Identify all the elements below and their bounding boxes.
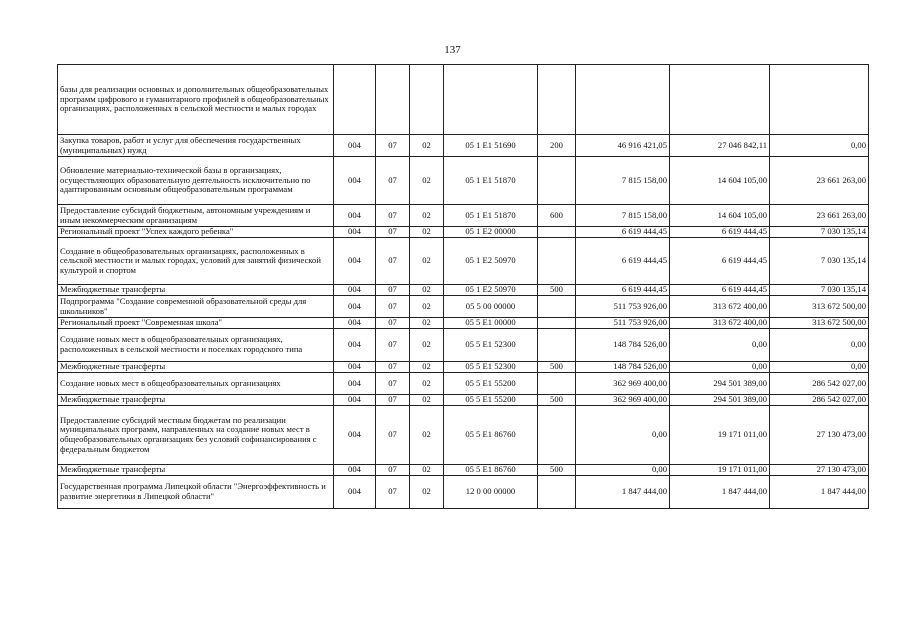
amount-year-1: 46 916 421,05	[576, 135, 670, 157]
target-article: 05 5 E1 52300	[444, 362, 538, 373]
table-row	[58, 135, 869, 157]
expense-type	[538, 476, 576, 509]
subsection-code: 02	[410, 465, 444, 476]
target-article: 05 5 00 00000	[444, 296, 538, 318]
amount-year-3: 0,00	[770, 362, 869, 373]
subsection-code: 02	[410, 318, 444, 329]
amount-year-1: 511 753 926,00	[576, 318, 670, 329]
ministry-code: 004	[334, 227, 376, 238]
target-article	[444, 65, 538, 135]
amount-year-3: 286 542 027,00	[770, 395, 869, 406]
subsection-code: 02	[410, 227, 444, 238]
row-name: Региональный проект "Современная школа"	[58, 318, 334, 329]
row-name: Государственная программа Липецкой области "Энергоэффективность и развитие энергетики в Липецкой области"	[58, 476, 334, 509]
amount-year-3: 27 130 473,00	[770, 406, 869, 465]
section-code: 07	[376, 373, 410, 395]
ministry-code: 004	[334, 373, 376, 395]
section-code	[376, 65, 410, 135]
table-row	[58, 476, 869, 509]
subsection-code: 02	[410, 362, 444, 373]
amount-year-2: 0,00	[670, 329, 770, 362]
amount-year-1: 6 619 444,45	[576, 227, 670, 238]
amount-year-2: 313 672 400,00	[670, 296, 770, 318]
budget-table	[57, 64, 869, 509]
row-name: Межбюджетные трансферты	[58, 362, 334, 373]
target-article: 05 1 E2 50970	[444, 238, 538, 285]
row-name: Создание новых мест в общеобразовательных организациях, расположенных в сельской местности и поселках городского типа	[58, 329, 334, 362]
table-row	[58, 227, 869, 238]
subsection-code: 02	[410, 406, 444, 465]
amount-year-3: 313 672 500,00	[770, 318, 869, 329]
subsection-code: 02	[410, 476, 444, 509]
expense-type	[538, 296, 576, 318]
target-article: 05 5 E1 52300	[444, 329, 538, 362]
table-row	[58, 465, 869, 476]
ministry-code: 004	[334, 135, 376, 157]
ministry-code: 004	[334, 318, 376, 329]
section-code: 07	[376, 135, 410, 157]
amount-year-1: 7 815 158,00	[576, 205, 670, 227]
row-name: Предоставление субсидий бюджетным, автономным учреждениям и иным некоммерческим организациям	[58, 205, 334, 227]
target-article: 05 1 E1 51690	[444, 135, 538, 157]
expense-type	[538, 406, 576, 465]
ministry-code: 004	[334, 465, 376, 476]
subsection-code: 02	[410, 157, 444, 205]
section-code: 07	[376, 318, 410, 329]
subsection-code	[410, 65, 444, 135]
table-row	[58, 296, 869, 318]
amount-year-2: 6 619 444,45	[670, 238, 770, 285]
target-article: 05 1 E2 50970	[444, 285, 538, 296]
amount-year-3: 7 030 135,14	[770, 238, 869, 285]
section-code: 07	[376, 205, 410, 227]
amount-year-3: 7 030 135,14	[770, 285, 869, 296]
expense-type	[538, 318, 576, 329]
amount-year-1: 148 784 526,00	[576, 329, 670, 362]
amount-year-2: 14 604 105,00	[670, 157, 770, 205]
amount-year-1	[576, 65, 670, 135]
amount-year-2: 14 604 105,00	[670, 205, 770, 227]
expense-type: 200	[538, 135, 576, 157]
section-code: 07	[376, 465, 410, 476]
row-name: Обновление материально-технической базы в организациях, осуществляющих образовательную деятельность исключительно по адаптированным основным общеобразовательным программам	[58, 157, 334, 205]
ministry-code: 004	[334, 395, 376, 406]
amount-year-1: 6 619 444,45	[576, 238, 670, 285]
subsection-code: 02	[410, 395, 444, 406]
table-row	[58, 373, 869, 395]
amount-year-3: 7 030 135,14	[770, 227, 869, 238]
section-code: 07	[376, 406, 410, 465]
amount-year-2: 313 672 400,00	[670, 318, 770, 329]
ministry-code: 004	[334, 476, 376, 509]
target-article: 05 5 E1 86760	[444, 406, 538, 465]
row-name: Подпрограмма "Создание современной образовательной среды для школьников"	[58, 296, 334, 318]
amount-year-2: 6 619 444,45	[670, 227, 770, 238]
ministry-code: 004	[334, 329, 376, 362]
section-code: 07	[376, 157, 410, 205]
table-row	[58, 329, 869, 362]
target-article: 05 5 E1 00000	[444, 318, 538, 329]
amount-year-1: 362 969 400,00	[576, 373, 670, 395]
ministry-code: 004	[334, 296, 376, 318]
ministry-code: 004	[334, 285, 376, 296]
expense-type: 500	[538, 465, 576, 476]
target-article: 05 1 E1 51870	[444, 205, 538, 227]
row-name: Региональный проект "Успех каждого ребенка"	[58, 227, 334, 238]
subsection-code: 02	[410, 238, 444, 285]
table-row	[58, 406, 869, 465]
ministry-code: 004	[334, 238, 376, 285]
ministry-code: 004	[334, 362, 376, 373]
section-code: 07	[376, 329, 410, 362]
page-number: 137	[444, 44, 461, 56]
target-article: 05 5 E1 55200	[444, 395, 538, 406]
ministry-code	[334, 65, 376, 135]
row-name: Создание новых мест в общеобразовательных организациях	[58, 373, 334, 395]
section-code: 07	[376, 476, 410, 509]
amount-year-1: 0,00	[576, 406, 670, 465]
subsection-code: 02	[410, 205, 444, 227]
table-row	[58, 238, 869, 285]
amount-year-2: 294 501 389,00	[670, 373, 770, 395]
amount-year-2: 6 619 444,45	[670, 285, 770, 296]
row-name: Межбюджетные трансферты	[58, 285, 334, 296]
ministry-code: 004	[334, 406, 376, 465]
amount-year-3	[770, 65, 869, 135]
table-row	[58, 65, 869, 135]
amount-year-1: 362 969 400,00	[576, 395, 670, 406]
row-name: Межбюджетные трансферты	[58, 465, 334, 476]
amount-year-2: 27 046 842,11	[670, 135, 770, 157]
amount-year-3: 23 661 263,00	[770, 157, 869, 205]
expense-type	[538, 65, 576, 135]
table-row	[58, 362, 869, 373]
expense-type: 500	[538, 395, 576, 406]
subsection-code: 02	[410, 285, 444, 296]
target-article: 12 0 00 00000	[444, 476, 538, 509]
target-article: 05 5 E1 86760	[444, 465, 538, 476]
row-name: базы для реализации основных и дополнительных общеобразовательных программ цифрового и гуманитарного профилей в общеобразовательных организациях, расположенных в сельской местности и малых городах	[58, 65, 334, 135]
row-name: Предоставление субсидий местным бюджетам по реализации муниципальных программ, направленных на создание новых мест в общеобразовательных организациях без условий софинансирования с федеральным бюджетом	[58, 406, 334, 465]
amount-year-2: 294 501 389,00	[670, 395, 770, 406]
section-code: 07	[376, 238, 410, 285]
ministry-code: 004	[334, 157, 376, 205]
table-row	[58, 395, 869, 406]
table-row	[58, 157, 869, 205]
ministry-code: 004	[334, 205, 376, 227]
section-code: 07	[376, 395, 410, 406]
amount-year-1: 6 619 444,45	[576, 285, 670, 296]
row-name: Межбюджетные трансферты	[58, 395, 334, 406]
expense-type	[538, 329, 576, 362]
amount-year-1: 148 784 526,00	[576, 362, 670, 373]
target-article: 05 5 E1 55200	[444, 373, 538, 395]
subsection-code: 02	[410, 296, 444, 318]
amount-year-2: 0,00	[670, 362, 770, 373]
table-row	[58, 205, 869, 227]
amount-year-1: 0,00	[576, 465, 670, 476]
target-article: 05 1 E1 51870	[444, 157, 538, 205]
amount-year-3: 0,00	[770, 329, 869, 362]
expense-type	[538, 227, 576, 238]
amount-year-3: 286 542 027,00	[770, 373, 869, 395]
expense-type: 500	[538, 285, 576, 296]
amount-year-2: 19 171 011,00	[670, 406, 770, 465]
amount-year-1: 511 753 926,00	[576, 296, 670, 318]
row-name: Закупка товаров, работ и услуг для обеспечения государственных (муниципальных) нужд	[58, 135, 334, 157]
expense-type	[538, 238, 576, 285]
amount-year-2: 1 847 444,00	[670, 476, 770, 509]
subsection-code: 02	[410, 135, 444, 157]
amount-year-1: 1 847 444,00	[576, 476, 670, 509]
amount-year-3: 313 672 500,00	[770, 296, 869, 318]
amount-year-1: 7 815 158,00	[576, 157, 670, 205]
amount-year-3: 27 130 473,00	[770, 465, 869, 476]
subsection-code: 02	[410, 373, 444, 395]
amount-year-3: 23 661 263,00	[770, 205, 869, 227]
section-code: 07	[376, 285, 410, 296]
subsection-code: 02	[410, 329, 444, 362]
expense-type: 500	[538, 362, 576, 373]
section-code: 07	[376, 296, 410, 318]
amount-year-2	[670, 65, 770, 135]
expense-type	[538, 157, 576, 205]
amount-year-3: 1 847 444,00	[770, 476, 869, 509]
section-code: 07	[376, 227, 410, 238]
expense-type: 600	[538, 205, 576, 227]
target-article: 05 1 E2 00000	[444, 227, 538, 238]
section-code: 07	[376, 362, 410, 373]
amount-year-3: 0,00	[770, 135, 869, 157]
table-row	[58, 285, 869, 296]
amount-year-2: 19 171 011,00	[670, 465, 770, 476]
table-row	[58, 318, 869, 329]
expense-type	[538, 373, 576, 395]
row-name: Создание в общеобразовательных организациях, расположенных в сельской местности и малых городах, условий для занятий физической культурой и спортом	[58, 238, 334, 285]
